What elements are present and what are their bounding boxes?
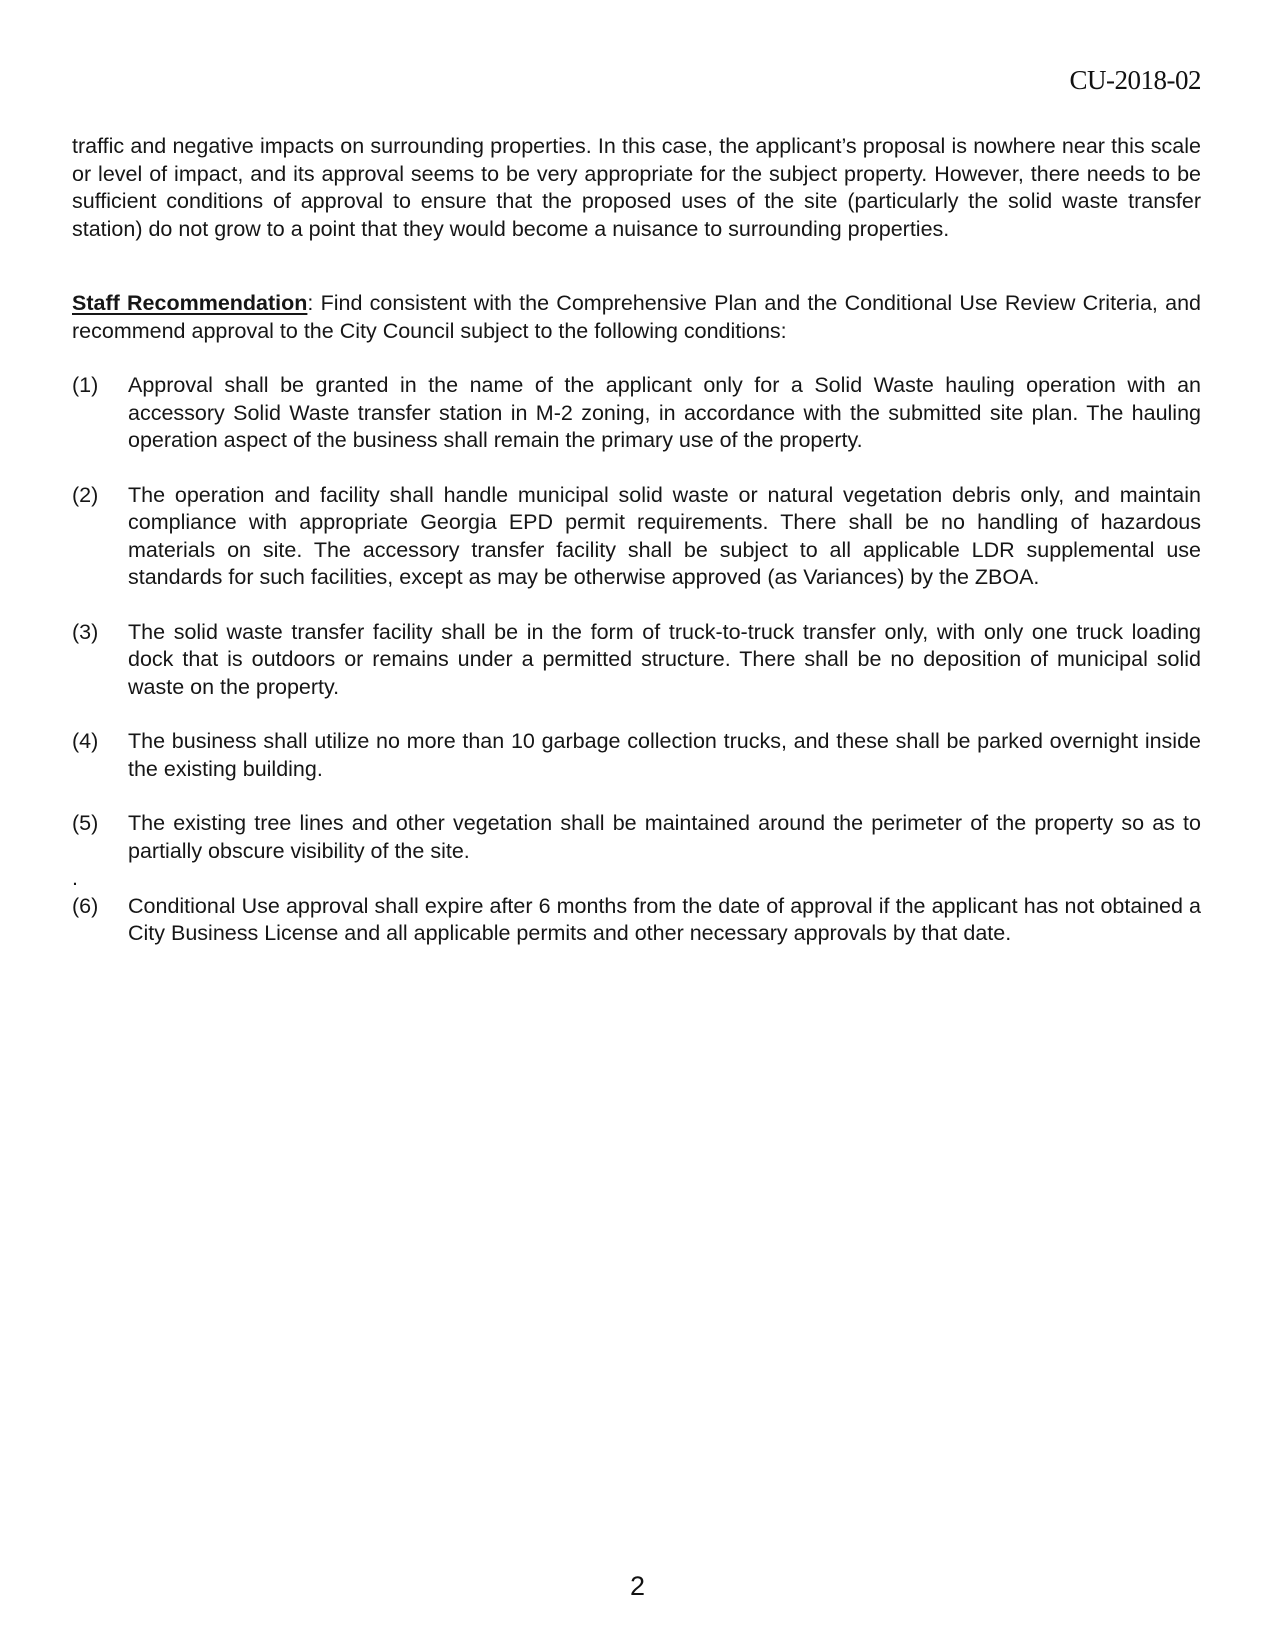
condition-text-5: The existing tree lines and other vegetation shall be maintained around the perimeter of the property so as to partially obscure visibility of the site. [128, 811, 1201, 863]
condition-item-3 [72, 619, 1201, 702]
case-number: CU-2018-02 [1069, 65, 1201, 95]
staff-recommendation-label: Staff Recommendation [72, 291, 308, 315]
condition-number-3: (3) [72, 619, 99, 644]
condition-number-1: (1) [72, 373, 99, 397]
condition-item-4 [72, 728, 1201, 783]
stray-period: . [72, 866, 78, 890]
condition-text-6: Conditional Use approval shall expire after 6 months from the date of approval if the applicant has not obtained a City Business License and all applicable permits and other necessary approvals by that date. [128, 893, 1201, 945]
conditions-list [72, 372, 1201, 948]
condition-item-6 [72, 893, 1201, 948]
condition-number-5: (5) [72, 811, 99, 835]
condition-number-2: (2) [72, 482, 99, 507]
condition-number-6: (6) [72, 893, 99, 918]
condition-item-5 [72, 810, 1201, 865]
condition-item-1 [72, 372, 1201, 455]
condition-number-4: (4) [72, 729, 99, 753]
condition-text-4: The business shall utilize no more than 10 garbage collection trucks, and these shall be parked overnight inside the existing building. [128, 729, 1201, 781]
staff-recommendation-paragraph [72, 290, 1201, 345]
page-number: 2 [629, 1571, 646, 1601]
condition-text-3: The solid waste transfer facility shall be in the form of truck-to-truck transfer only, with only one truck loading dock that is outdoors or remains under a permitted structure. There shall be no deposition of municipal solid waste on the property. [128, 619, 1201, 699]
intro-paragraph: traffic and negative impacts on surrounding properties. In this case, the applicant’s proposal is nowhere near this scale or level of impact, and its approval seems to be very appropriate for the subject property. However, there needs to be sufficient conditions of approval to ensure that the proposed uses of the site (particularly the solid waste transfer station) do not grow to a point that they would become a nuisance to surrounding properties. [72, 134, 1201, 241]
condition-text-2: The operation and facility shall handle municipal solid waste or natural vegetation debris only, and maintain compliance with appropriate Georgia EPD permit requirements. There shall be no handling of hazardous materials on site. The accessory transfer facility shall be subject to all applicable LDR supplemental use standards for such facilities, except as may be otherwise approved (as Variances) by the ZBOA. [128, 482, 1201, 589]
condition-item-2 [72, 482, 1201, 592]
condition-text-1: Approval shall be granted in the name of the applicant only for a Solid Waste hauling operation with an accessory Solid Waste transfer station in M-2 zoning, in accordance with the submitted site plan. The hauling operation aspect of the business shall remain the primary use of the property. [128, 373, 1201, 452]
staff-recommendation-text: : Find consistent with the Comprehensive Plan and the Conditional Use Review Criteria, and recommend approval to the City Council subject to the following conditions: [72, 291, 1201, 343]
